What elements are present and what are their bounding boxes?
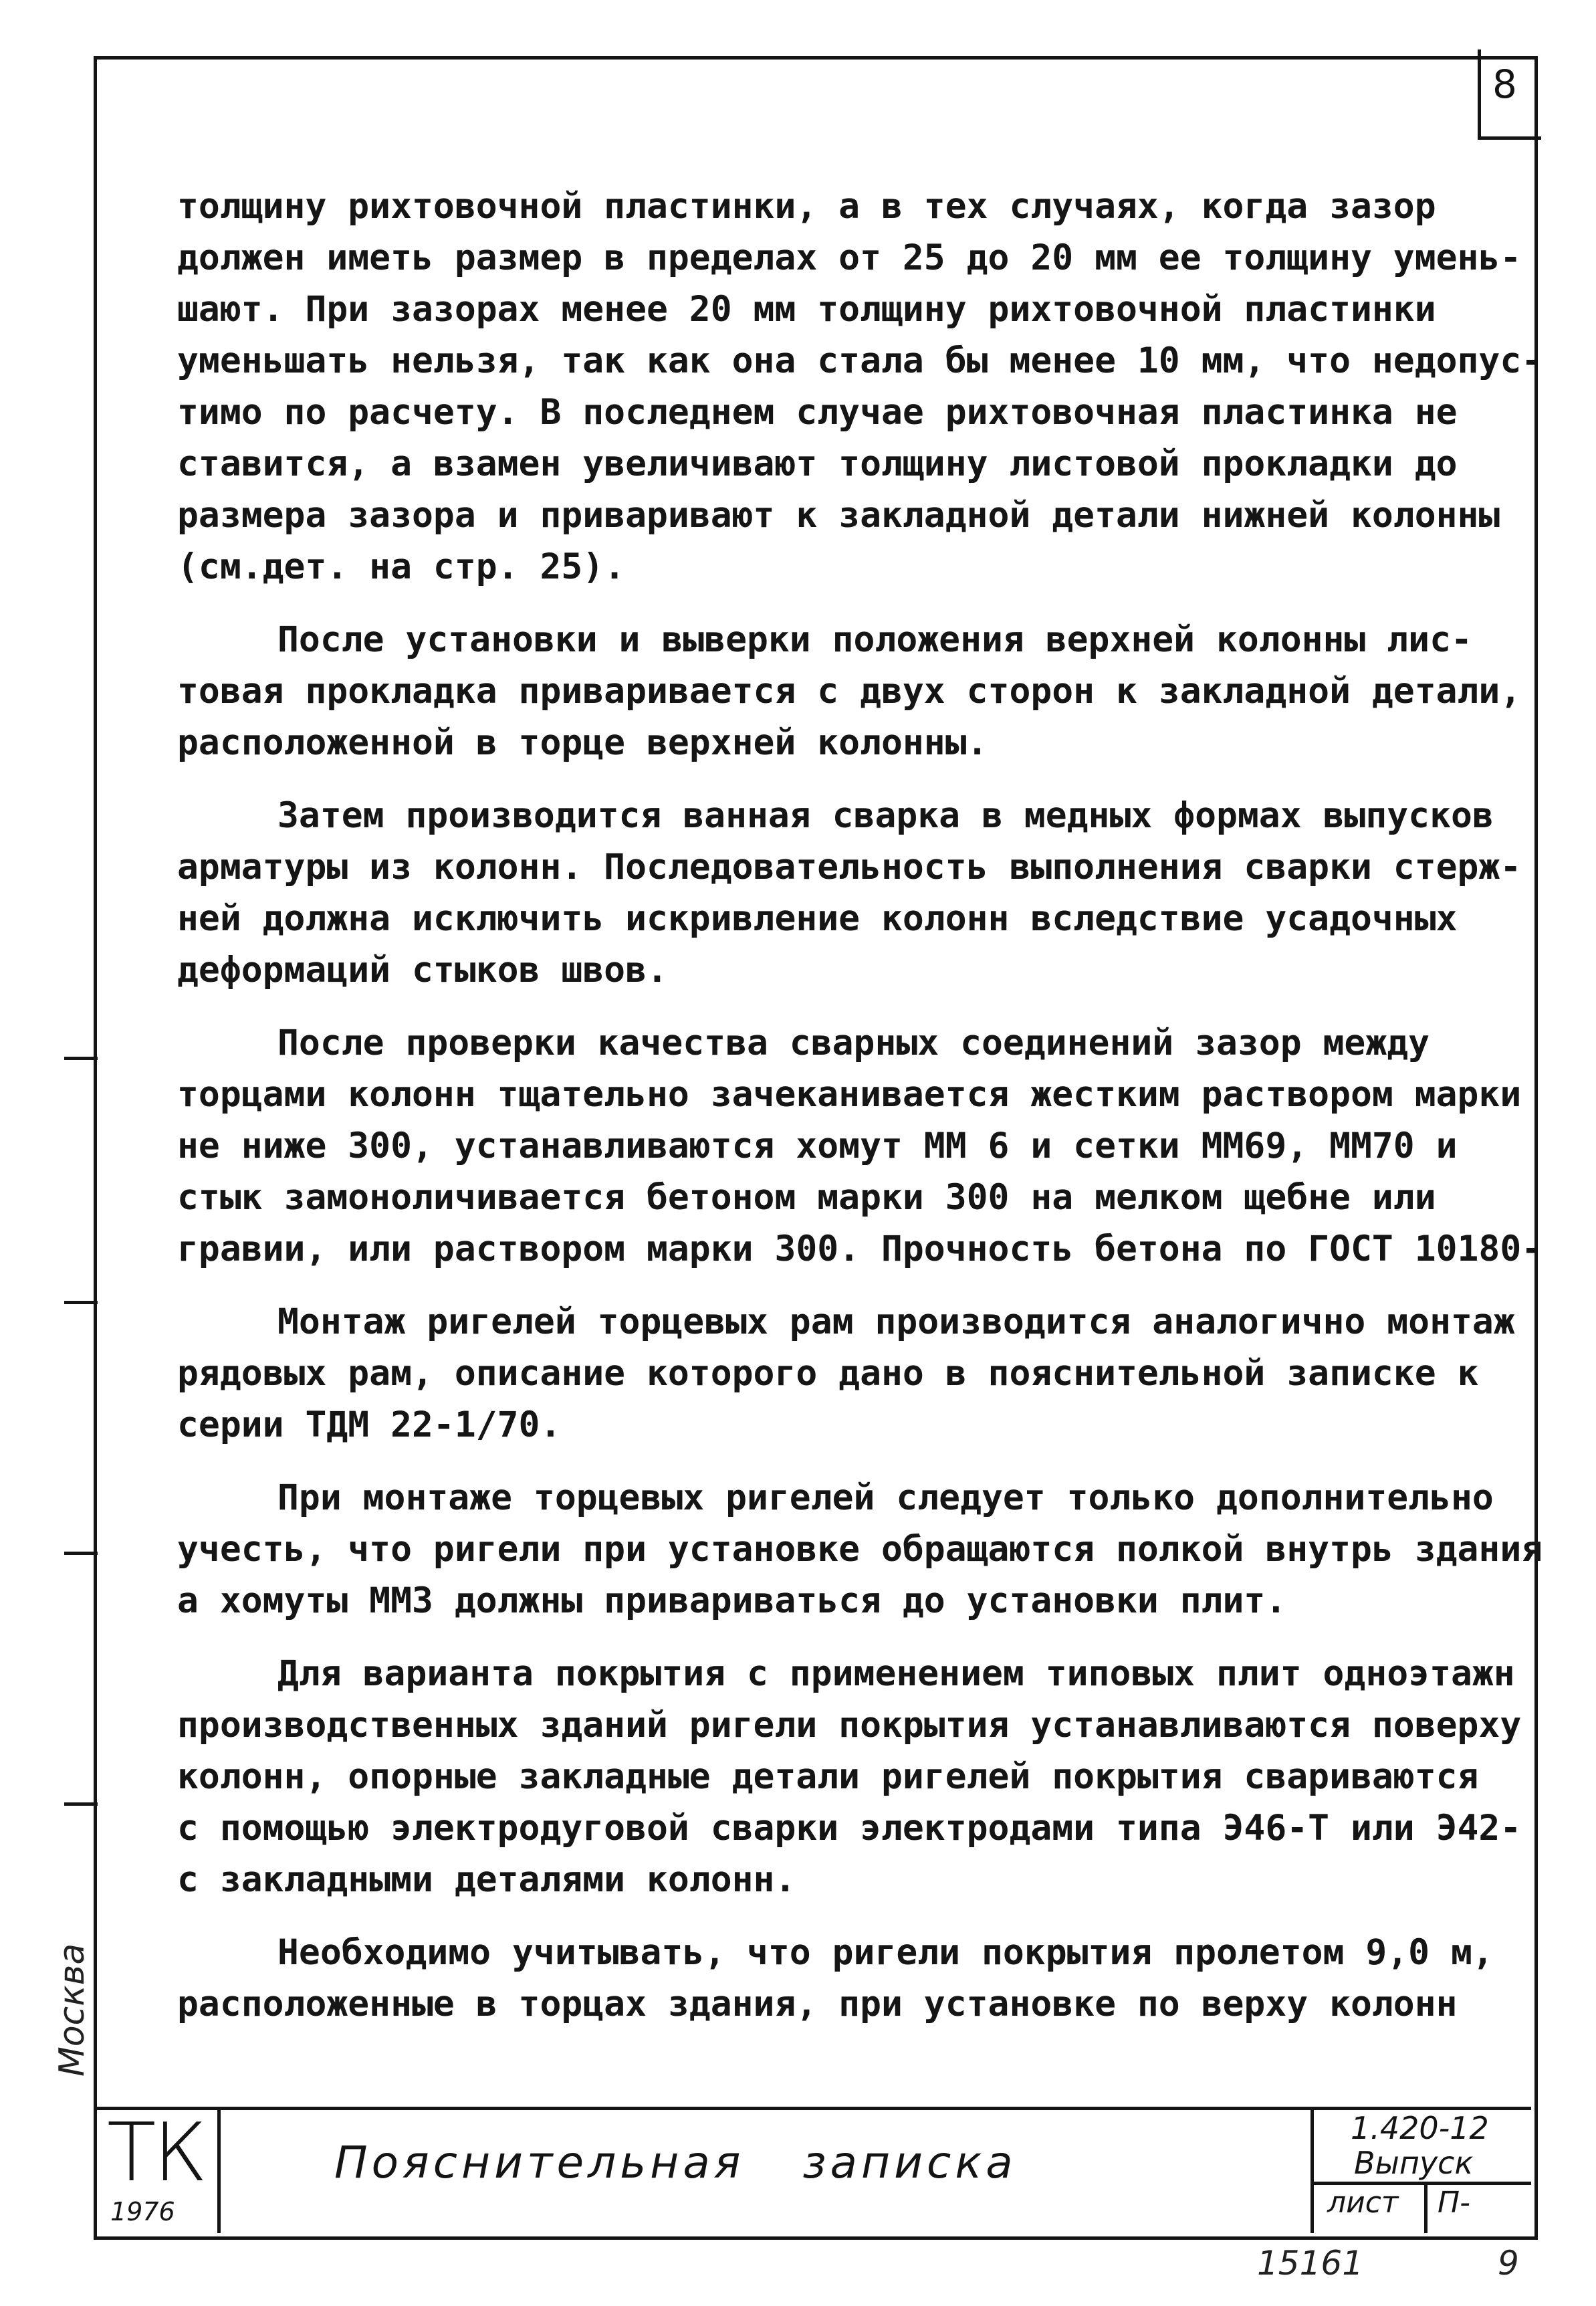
sheet-cell-divider <box>1424 2182 1428 2233</box>
footer-page: 9 <box>1498 2244 1519 2283</box>
document-title: Пояснительная записка <box>334 2137 1017 2188</box>
paragraph <box>177 1472 1543 1627</box>
text-line: арматуры из колонн. Последовательность выполнения сварки стерж- <box>177 847 1522 887</box>
sheet-label: лист <box>1327 2186 1399 2220</box>
text-line: стык замоноличивается бетоном марки 300 на мелком щебне или <box>177 1177 1436 1218</box>
text-line: (см.дет. на стр. 25). <box>177 546 626 587</box>
city-label: Москва <box>52 1943 92 2077</box>
text-line: Необходимо учитывать, что ригели покрытия пролетом 9,0 м, <box>277 1932 1494 1973</box>
tk-logo: ТК <box>107 2107 205 2200</box>
paragraph <box>177 1648 1522 1905</box>
text-line: гравии, или раствором марки 300. Прочность бетона по ГОСТ 10180- <box>177 1229 1543 1269</box>
text-line: деформаций стыков швов. <box>177 950 668 990</box>
body-text <box>177 181 1543 2051</box>
text-line: шают. При зазорах менее 20 мм толщину рихтовочной пластинки <box>177 289 1436 330</box>
text-line: торцами колонн тщательно зачеканивается жестким раствором марки <box>177 1074 1522 1115</box>
series-number: 1.420-12 <box>1351 2110 1489 2146</box>
text-line: а хомуты ММ3 должны привариваться до установки плит. <box>177 1580 1287 1621</box>
text-line: расположенные в торцах здания, при установке по верху колонн <box>177 1984 1458 2024</box>
title-block-divider <box>1310 2182 1531 2185</box>
text-line: Для варианта покрытия с применением типовых плит одноэтажн <box>277 1653 1515 1694</box>
margin-tick <box>64 1552 98 1555</box>
text-line: ней должна исключить искривление колонн вследствие усадочных <box>177 898 1458 939</box>
text-line: с закладными деталями колонн. <box>177 1859 796 1900</box>
page-number: 8 <box>1492 62 1517 107</box>
paragraph <box>177 614 1522 768</box>
text-line: При монтаже торцевых ригелей следует только дополнительно <box>277 1477 1494 1518</box>
text-line: После проверки качества сварных соединений зазор между <box>277 1023 1430 1063</box>
text-line: производственных зданий ригели покрытия устанавливаются поверху <box>177 1705 1522 1746</box>
text-line: После установки и выверки положения верхней колонны лис- <box>277 619 1472 660</box>
text-line: товая прокладка приваривается с двух сторон к закладной детали, <box>177 671 1522 712</box>
paragraph <box>177 790 1522 996</box>
text-line: тимо по расчету. В последнем случае рихтовочная пластинка не <box>177 392 1458 433</box>
text-line: колонн, опорные закладные детали ригелей покрытия свариваются <box>177 1756 1479 1797</box>
paragraph <box>177 1927 1514 2030</box>
margin-tick <box>64 1802 98 1806</box>
margin-tick <box>64 1301 98 1304</box>
text-line: рядовых рам, описание которого дано в пояснительной записке к <box>177 1353 1479 1394</box>
margin-tick <box>64 1057 98 1060</box>
text-line: учесть, что ригели при установке обращаются полкой внутрь здания <box>177 1529 1543 1570</box>
inventory-number: 15161 <box>1257 2244 1364 2283</box>
text-line: размера зазора и приваривают к закладной детали нижней колонны <box>177 495 1500 536</box>
paragraph <box>177 1017 1543 1275</box>
text-line: серии ТДМ 22-1/70. <box>177 1404 562 1445</box>
year-label: 1976 <box>110 2197 175 2226</box>
issue-label: Выпуск <box>1354 2145 1474 2181</box>
text-line: Монтаж ригелей торцевых рам производится аналогично монтаж <box>277 1301 1515 1342</box>
text-line: толщину рихтовочной пластинки, а в тех случаях, когда зазор <box>177 186 1436 227</box>
paragraph <box>177 181 1543 593</box>
sheet-value: П- <box>1438 2186 1470 2220</box>
paragraph <box>177 1296 1514 1451</box>
text-line: с помощью электродуговой сварки электродами типа Э46-Т или Э42- <box>177 1808 1522 1849</box>
text-line: должен иметь размер в пределах от 25 до 20 мм ее толщину умень- <box>177 237 1522 278</box>
text-line: не ниже 300, устанавливаются хомут ММ 6 и сетки ММ69, ММ70 и <box>177 1126 1458 1166</box>
text-line: уменьшать нельзя, так как она стала бы менее 10 мм, что недопус- <box>177 340 1543 381</box>
text-line: ставится, а взамен увеличивают толщину листовой прокладки до <box>177 443 1458 484</box>
text-line: расположенной в торце верхней колонны. <box>177 722 988 763</box>
text-line: Затем производится ванная сварка в медных формах выпусков <box>277 795 1494 836</box>
